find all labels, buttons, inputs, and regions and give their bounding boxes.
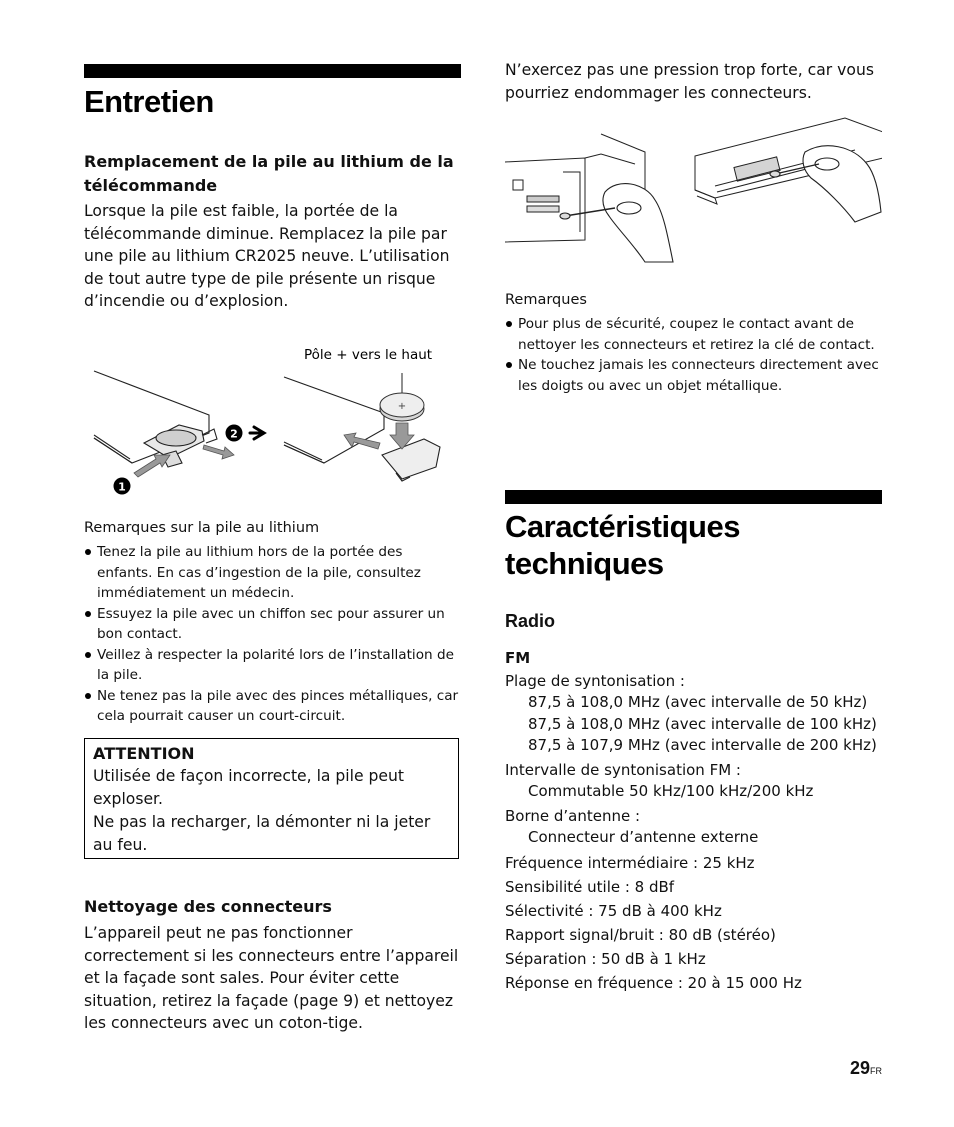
list-item: Tenez la pile au lithium hors de la portée des enfants. En cas d’ingestion de la pile, consultez immédiatement un médecin. (84, 542, 461, 604)
attention-line-1: Utilisée de façon incorrecte, la pile peut exploser. (93, 767, 405, 808)
tuning-range-1: 87,5 à 108,0 MHz (avec intervalle de 50 kHz) (528, 693, 868, 711)
hand-with-swab-right (770, 146, 881, 222)
section-rule-specs (505, 490, 882, 504)
tuning-range-2: 87,5 à 108,0 MHz (avec intervalle de 100 kHz) (528, 714, 877, 733)
section-title-entretien: Entretien (84, 84, 214, 119)
step-2-label: 2 (230, 427, 238, 441)
page-number-value: 29 (849, 1058, 870, 1078)
notes-title: Remarques (505, 292, 587, 308)
intermediate-frequency: Fréquence intermédiaire : 25 kHz (505, 854, 755, 872)
list-item: Veillez à respecter la polarité lors de l’installation de la pile. (84, 645, 461, 686)
antenna-label: Borne d’antenne : (505, 807, 641, 825)
battery-heading: Remplacement de la pile au lithium de la télécommande (84, 152, 454, 195)
tuning-range-label: Plage de syntonisation : (505, 672, 685, 690)
svg-text:+: + (397, 401, 407, 412)
frequency-response: Réponse en fréquence : 20 à 15 000 Hz (505, 974, 802, 992)
remote-open-drawing (94, 371, 217, 467)
connector-cleaning-illustration (505, 112, 882, 267)
section-title-specs-line-1: Caractéristiques (505, 509, 740, 544)
page-lang-code: FR (870, 1066, 882, 1076)
insert-arrow-1 (134, 455, 170, 477)
battery-notes-list (84, 542, 461, 727)
page-number (850, 1058, 882, 1079)
battery-coin-drawing (380, 373, 424, 421)
next-arrow-icon (250, 427, 264, 439)
section-title-specs-line-2: techniques (505, 546, 664, 581)
hand-with-swab-left (560, 184, 673, 262)
section-rule-entretien (84, 64, 461, 78)
battery-notes-title: Remarques sur la pile au lithium (84, 520, 320, 536)
remote-insert-drawing (284, 377, 440, 481)
cleaning-heading: Nettoyage des connecteurs (84, 897, 332, 916)
antenna-value: Connecteur d’antenne externe (528, 828, 759, 846)
fm-specs (505, 670, 895, 995)
list-item: Essuyez la pile avec un chiffon sec pour assurer un bon contact. (84, 604, 461, 645)
list-item: Pour plus de sécurité, coupez le contact avant de nettoyer les connecteurs et retirez la clé de contact. (505, 314, 882, 355)
attention-box (84, 738, 459, 859)
usable-sensitivity: Sensibilité utile : 8 dBf (505, 878, 675, 896)
battery-replacement-illustration (84, 343, 461, 503)
tuning-step-label: Intervalle de syntonisation FM : (505, 761, 741, 779)
signal-to-noise: Rapport signal/bruit : 80 dB (stéréo) (505, 926, 776, 944)
tuning-range-3: 87,5 à 107,9 MHz (avec intervalle de 200 kHz) (528, 736, 877, 754)
list-item: Ne touchez jamais les connecteurs directement avec les doigts ou avec un objet métallique. (505, 355, 882, 396)
separation: Séparation : 50 dB à 1 kHz (505, 950, 706, 968)
radio-heading: Radio (505, 611, 556, 631)
battery-body: Lorsque la pile est faible, la portée de la télécommande diminue. Remplacez la pile par une pile au lithium CR2025 neuve. L’utilisation de tout autre type de pile présente un risque d’incendie ou d’explosion. (84, 202, 450, 311)
cleaning-body: L’appareil peut ne pas fonctionner correctement si les connecteurs entre l’appareil et la façade sont sales. Pour éviter cette situation, retirez la façade (page 9) et nettoyez les connecteurs avec un coton-tige. (84, 924, 459, 1033)
fm-heading: FM (505, 649, 531, 667)
remove-arrow-2 (203, 445, 234, 459)
battery-caption: Pôle + vers le haut (304, 347, 433, 363)
notes-list (505, 314, 882, 396)
cleaning-warning: N’exercez pas une pression trop forte, car vous pourriez endommager les connecteurs. (505, 61, 874, 102)
attention-line-2: Ne pas la recharger, la démonter ni la jeter au feu. (93, 813, 431, 854)
list-item: Ne tenez pas la pile avec des pinces métalliques, car cela pourrait causer un court-circuit. (84, 686, 461, 727)
selectivity: Sélectivité : 75 dB à 400 kHz (505, 902, 722, 920)
attention-title: ATTENTION (93, 744, 195, 763)
tuning-step-value: Commutable 50 kHz/100 kHz/200 kHz (528, 782, 814, 800)
step-1-label: 1 (118, 480, 126, 494)
